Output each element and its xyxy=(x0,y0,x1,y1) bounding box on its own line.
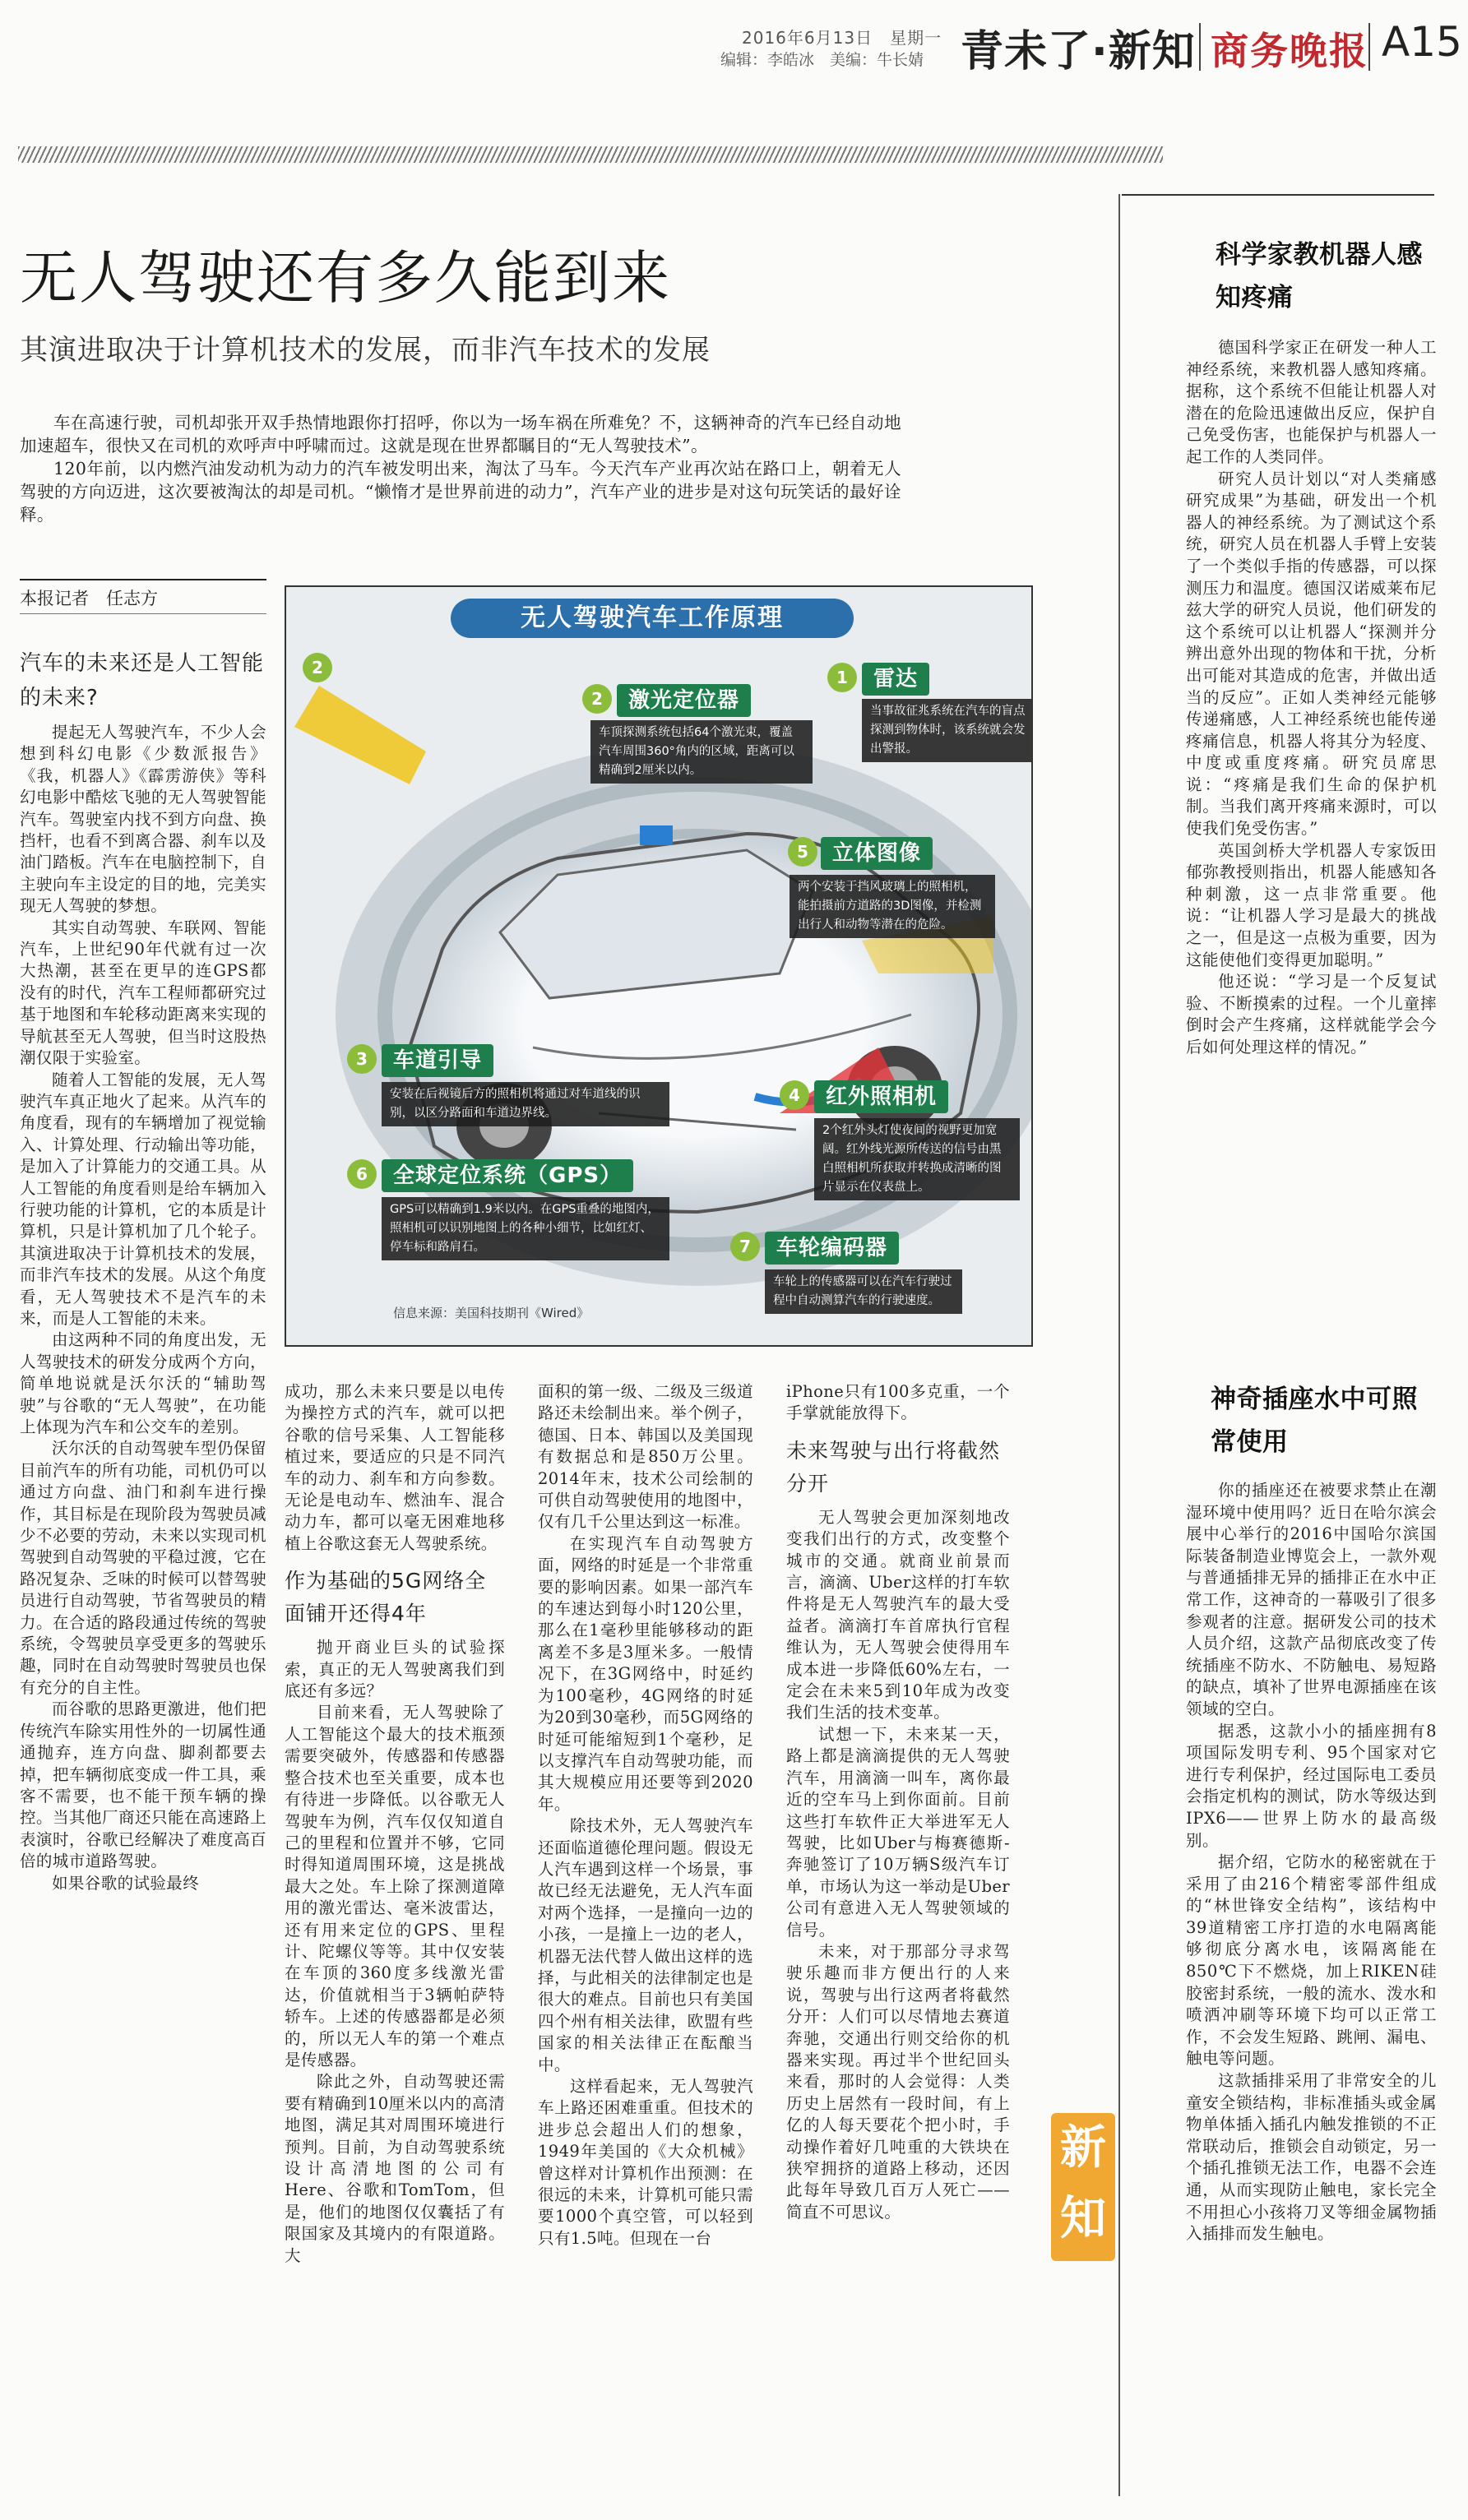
article-subtitle: 其演进取决于计算机技术的发展，而非汽车技术的发展 xyxy=(20,334,711,367)
article-title: 无人驾驶还有多久能到来 xyxy=(20,244,671,312)
story1-paragraph: 研究人员计划以“对人类痛感研究成果”为基础，研发出一个机器人的神经系统。为了测试这个系统，研究人员在机器人手臂上安装了一个类似手指的传感器，可以探测压力和温度。德国汉诺威莱布尼兹大学的研究人员说，他们研发的这个系统可以让机器人“探测并分辨出意外出现的物体和干扰，分析出可能对其造成的危害，并做出适当的反应”。正如人类神经元能够传递痛感，人工神经系统也能传递疼痛信息，机器人将其分为轻度、中度或重度疼痛。研究员席思说：“疼痛是我们生命的保护机制。当我们离开疼痛来源时，可以使我们免受伤害。” xyxy=(1186,469,1437,839)
label-infrared-camera: 红外照相机 xyxy=(814,1080,948,1113)
sidebar xyxy=(1186,222,1437,1059)
label-gps: 全球定位系统（GPS） xyxy=(382,1159,633,1192)
lead-paragraph-2: 120年前，以内燃汽油发动机为动力的汽车被发明出来，淘汰了马车。今天汽车产业再次站在路口上，朝着无人驾驶的方向迈进，这次要被淘汰的却是司机。“懒惰才是世界前进的动力”，汽车产业的进步是对这句玩笑话的最好诠释。 xyxy=(20,459,901,525)
header-editors: 编辑：李皓冰 美编：牛长婧 xyxy=(720,51,924,69)
col4-paragraph: iPhone只有100多克重，一个手掌就能放得下。 xyxy=(786,1382,1010,1423)
column-3 xyxy=(538,1381,753,2250)
callout-number: 5 xyxy=(788,837,817,867)
callout-number: 4 xyxy=(780,1080,809,1110)
col2-paragraph: 目前来看，无人驾驶除了人工智能这个最大的技术瓶颈需要突破外，传感器和传感器整合技术也至关重要，成本也有待进一步降低。以谷歌无人驾驶车为例，汽车仅仅知道自己的里程和位置并不够，它同时得知道周围环境，这是挑战最大之处。车上除了探测道障用的激光雷达、毫米波雷达，还有用来定位的GPS、里程计、陀螺仪等等。其中仅安装在车顶的360度多线激光雷达，价值就相当于3辆帕萨特轿车。上述的传感器都是必须的，所以无人车的第一个难点是传感器。 xyxy=(285,1703,505,2069)
col2-paragraph: 除此之外，自动驾驶还需要有精确到10厘米以内的高清地图，满足其对周围环境进行预判。目前，为自动驾驶系统设计高清地图的公司有Here、谷歌和TomTom，但是，他们的地图仅仅囊括了有限国家及其境内的有限道路。大 xyxy=(285,2072,505,2265)
col3-paragraph: 在实现汽车自动驾驶方面，网络的时延是一个非常重要的影响因素。如果一部汽车的车速达到每小时120公里，那么在1毫秒里能够移动的距离差不多是3厘米多。一般情况下，在3G网络中，时延约为100毫秒，4G网络的时延为20到30毫秒，而5G网络的时延可能缩短到1个毫秒，足以支撑汽车自动驾驶功能，而其大规模应用还要等到2020年。 xyxy=(538,1533,753,1814)
col1-paragraph: 提起无人驾驶汽车，不少人会想到科幻电影《少数派报告》《我，机器人》《霹雳游侠》等科幻电影中酷炫飞驰的无人驾驶智能汽车。驾驶室内找不到方向盘、换挡杆，也看不到离合器、刹车以及油门踏板。汽车在电脑控制下，自主驶向车主设定的目的地，完美实现无人驾驶的梦想。 xyxy=(20,723,266,916)
paper-logo: 商务晚报 xyxy=(1211,29,1368,73)
callout-number: 3 xyxy=(347,1044,377,1074)
page-number: A15 xyxy=(1382,18,1462,66)
header-divider-1 xyxy=(1199,23,1201,71)
header-divider-2 xyxy=(1368,23,1370,71)
col4-paragraph: 未来，对于那部分寻求驾驶乐趣而非方便出行的人来说，驾驶与出行这两者将截然分开：人们可以尽情地去赛道奔驰，交通出行则交给你的机器来实现。再过半个世纪回头来看，那时的人会觉得：人类历史上居然有一段时间，有上亿的人每天要花个把小时，手动操作着好几吨重的大铁块在狭窄拥挤的道路上移动，还因此每年导致几百万人死亡——简直不可思议。 xyxy=(786,1941,1010,2222)
infographic xyxy=(285,585,1033,1347)
byline: 本报记者 任志方 xyxy=(20,589,158,608)
column-1 xyxy=(20,641,266,1894)
header-rule-right xyxy=(1122,194,1434,196)
story1-paragraph: 英国剑桥大学机器人专家饭田郁弥教授则指出，机器人能感知各种刺激，这一点非常重要。他说：“让机器人学习是最大的挑战之一，但是这一点极为重要，因为这能使他们变得更加聪明。” xyxy=(1186,840,1437,969)
sidebar-story2 xyxy=(1186,1373,1437,2245)
stamp-char: 知 xyxy=(1060,2192,1106,2245)
header-date: 2016年6月13日 星期一 xyxy=(742,28,942,48)
col1-paragraph: 由这两种不同的角度出发，无人驾驶技术的研发分成两个方向，简单地说就是沃尔沃的“辅助驾驶”与谷歌的“无人驾驶”，在功能上体现为汽车和公交车的差别。 xyxy=(20,1330,266,1436)
desc-lane-guide: 安装在后视镜后方的照相机将通过对车道线的识别，以区分路面和车道边界线。 xyxy=(382,1082,669,1126)
desc-radar: 当事故征兆系统在汽车的盲点探测到物体时，该系统就会发出警报。 xyxy=(862,699,1033,762)
col1-heading: 汽车的未来还是人工智能的未来? xyxy=(20,651,265,710)
col2-heading: 作为基础的5G网络全面铺开还得4年 xyxy=(285,1569,487,1626)
callout-number: 1 xyxy=(827,663,857,692)
story1-paragraph: 德国科学家正在研发一种人工神经系统，来教机器人感知疼痛。据称，这个系统不但能让机器人对潜在的危险迅速做出反应，保护自己免受伤害，也能保护与机器人一起工作的人类同伴。 xyxy=(1186,338,1437,466)
label-stereo-image: 立体图像 xyxy=(821,837,933,870)
col3-paragraph: 这样看起来，无人驾驶汽车上路还困难重重。但技术的进步总会超出人们的想象，1949年美国的《大众机械》曾这样对计算机作出预测：在很远的未来，计算机可能只需要1000个真空管，可以轻到只有1.5吨。但现在一台 xyxy=(538,2077,753,2248)
desc-wheel-encoder: 车轮上的传感器可以在汽车行驶过程中自动测算汽车的行驶速度。 xyxy=(765,1269,962,1314)
col2-paragraph: 成功，那么未来只要是以电传为操控方式的汽车，就可以把谷歌的信号采集、人工智能移植过来，要适应的只是不同汽车的动力、刹车和方向参数。无论是电动车、燃油车、混合动力车，都可以毫无困难地移植上谷歌这套无人驾驶系统。 xyxy=(285,1382,505,1553)
col1-paragraph: 随着人工智能的发展，无人驾驶汽车真正地火了起来。从汽车的角度看，现有的车辆增加了视觉输入、计算处理、行动输出等功能，是加入了计算能力的交通工具。从人工智能的角度看则是给车辆加入行驶功能的计算机，它的本质是计算机，只是计算机加了几个轮子。其演进取决于计算机技术的发展，而非汽车技术的发展。从这个角度看，无人驾驶技术不是汽车的未来，而是人工智能的未来。 xyxy=(20,1070,266,1328)
col1-paragraph: 而谷歌的思路更激进，他们把传统汽车除实用性外的一切属性通通抛弃，连方向盘、脚刹都要去掉，把车辆彻底变成一件工具，乘客不需要，也不能干预车辆的操控。当其他厂商还只能在高速路上表演时，谷歌已经解决了难度高百倍的城市道路驾驶。 xyxy=(20,1699,266,1871)
callout-number: 2 xyxy=(303,653,332,682)
col4-paragraph: 无人驾驶会更加深刻地改变我们出行的方式，改变整个城市的交通。就商业前景而言，滴滴、Uber这样的打车软件将是无人驾驶汽车的最大受益者。滴滴打车首席执行官程维认为，无人驾驶会使得用车成本进一步降低60%左右，一定会在未来5到10年成为改变我们生活的技术变革。 xyxy=(786,1507,1010,1722)
callout-number: 2 xyxy=(582,684,612,714)
byline-rule-bottom xyxy=(20,613,266,614)
story2-paragraph: 据介绍，它防水的秘密就在于采用了由216个精密零部件组成的“林世锋安全结构”，该结构中39道精密工序打造的水电隔离能够彻底分离水电，该隔离能在850℃下不燃烧，加上RIKEN硅胶密封系统，一般的流水、泼水和喷洒冲刷等环境下均可以正常工作，不会发生短路、跳闸、漏电、触电等问题。 xyxy=(1186,1852,1437,2069)
lead-paragraph-1: 车在高速行驶，司机却张开双手热情地跟你打招呼，你以为一场车祸在所难免？不，这辆神奇的汽车已经自动地加速超车，很快又在司机的欢呼声中呼啸而过。这就是现在世界都瞩目的“无人驾驶技术”。 xyxy=(20,413,901,455)
sidebar-story1-title: 科学家教机器人感知疼痛 xyxy=(1216,240,1423,312)
col4-paragraph: 试想一下，未来某一天，路上都是滴滴提供的无人驾驶汽车，用滴滴一叫车，离你最近的空车马上到你面前。目前这些打车软件正大举进军无人驾驶，比如Uber与梅赛德斯-奔驰签订了10万辆S级汽车订单，市场认为这一举动是Uber公司有意进入无人驾驶领域的信号。 xyxy=(786,1724,1010,1940)
label-lane-guide: 车道引导 xyxy=(382,1044,493,1077)
xinzhi-stamp xyxy=(1051,2113,1115,2261)
col1-paragraph: 沃尔沃的自动驾驶车型仍保留目前汽车的所有功能，司机仍可以通过方向盘、油门和刹车进行操作，其目标是在现阶段为驾驶员减少不必要的劳动，未来以实现司机驾驶到自动驾驶的平稳过渡，它在路况复杂、乏味的时候可以替驾驶员进行自动驾驶，节省驾驶员的精力。在合适的路段通过传统的驾驶系统，令驾驶员享受更多的驾驶乐趣，同时在自动驾驶时驾驶员也保有充分的自主性。 xyxy=(20,1439,266,1697)
label-lidar: 激光定位器 xyxy=(617,684,751,717)
byline-rule xyxy=(20,579,266,580)
sidebar-story2-title: 神奇插座水中可照常使用 xyxy=(1211,1385,1418,1457)
callout-number: 6 xyxy=(347,1159,377,1189)
label-wheel-encoder: 车轮编码器 xyxy=(765,1232,899,1265)
vertical-divider xyxy=(1118,194,1120,2496)
callout-number: 7 xyxy=(730,1232,760,1261)
section-title: 青未了·新知 xyxy=(961,27,1196,76)
col2-paragraph: 抛开商业巨头的试验探索，真正的无人驾驶离我们到底还有多远？ xyxy=(285,1638,505,1701)
col4-heading: 未来驾驶与出行将截然分开 xyxy=(786,1438,1001,1496)
desc-infrared-camera: 2个红外头灯使夜间的视野更加宽阔。红外线光源所传送的信号由黑白照相机所获取并转换成清晰的图片显示在仪表盘上。 xyxy=(814,1118,1020,1200)
story2-paragraph: 你的插座还在被要求禁止在潮湿环境中使用吗？近日在哈尔滨会展中心举行的2016中国哈尔滨国际装备制造业博览会上，一款外观与普通插排无异的插排正在水中正常工作，这神奇的一幕吸引了很多参观者的注意。据研发公司的技术人员介绍，这款产品彻底改变了传统插座不防水、不防触电、易短路的缺点，填补了世界电源插座在该领域的空白。 xyxy=(1186,1481,1437,1718)
col3-paragraph: 面积的第一级、二级及三级道路还未绘制出来。举个例子，德国、日本、韩国以及美国现有数据总和是850万公里。2014年末，技术公司绘制的可供自动驾驶使用的地图中，仅有几千公里达到这一标准。 xyxy=(538,1382,753,1532)
desc-stereo-image: 两个安装于挡风玻璃上的照相机，能拍摄前方道路的3D图像，并检测出行人和动物等潜在的危险。 xyxy=(790,875,995,938)
header-rule xyxy=(18,146,1163,163)
col1-paragraph: 如果谷歌的试验最终 xyxy=(52,1873,200,1893)
col3-paragraph: 除技术外，无人驾驶汽车还面临道德伦理问题。假设无人汽车遇到这样一个场景，事故已经无法避免，无人汽车面对两个选择，一是撞向一边的小孩，一是撞上一边的老人，机器无法代替人做出这样的选择，与此相关的法律制定也是很大的难点。目前也只有美国四个州有相关法律，欧盟有些国家的相关法律正在酝酿当中。 xyxy=(538,1816,753,2074)
desc-lidar: 车顶探测系统包括64个激光束，覆盖汽车周围360°角内的区域，距离可以精确到2厘米以内。 xyxy=(590,720,813,784)
col1-paragraph: 其实自动驾驶、车联网、智能汽车，上世纪90年代就有过一次大热潮，甚至在更早的连GPS都没有的时代，汽车工程师都研究过基于地图和车轮移动距离来实现的导航甚至无人驾驶，但当时这股热潮仅限于实验室。 xyxy=(20,918,266,1068)
stamp-char: 新 xyxy=(1060,2121,1106,2175)
story2-paragraph: 据悉，这款小小的插座拥有8项国际发明专利、95个国家对它进行专利保护，经过国际电工委员会指定机构的测试，防水等级达到IPX6——世界上防水的最高级别。 xyxy=(1186,1721,1437,1850)
desc-gps: GPS可以精确到1.9米以内。在GPS重叠的地图内，照相机可以识别地图上的各种小细节，比如红灯、停车标和路肩石。 xyxy=(382,1197,669,1260)
label-radar: 雷达 xyxy=(862,663,929,696)
article-lead xyxy=(20,411,901,526)
story2-paragraph: 这款插排采用了非常安全的儿童安全锁结构，非标准插头或金属物单体插入插孔内触发推锁的不正常联动后，推锁会自动锁定，另一个插孔推锁无法工作，电器不会连通，从而实现防止触电，家长完全不用担心小孩将刀叉等细金属物插入插排而发生触电。 xyxy=(1186,2071,1437,2244)
diagram-source: 信息来源：美国科技期刊《Wired》 xyxy=(393,1306,590,1320)
diagram-title: 无人驾驶汽车工作原理 xyxy=(521,603,784,632)
column-4 xyxy=(786,1381,1010,2223)
column-2 xyxy=(285,1381,505,2267)
story1-paragraph: 他还说：“学习是一个反复试验、不断摸索的过程。一个儿童摔倒时会产生疼痛，这样就能学会今后如何处理这样的情况。” xyxy=(1186,972,1437,1057)
